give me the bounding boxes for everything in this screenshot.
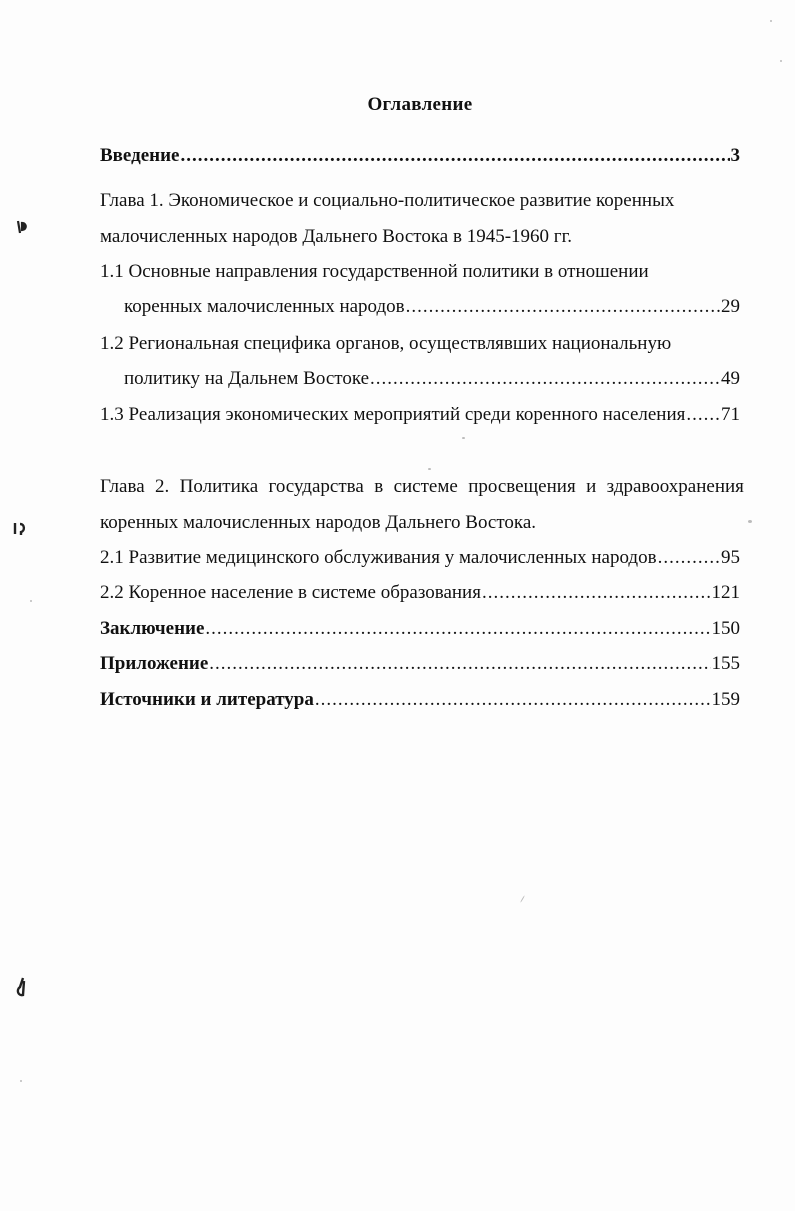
toc-page-number: 150 [711, 618, 740, 639]
binder-hole-mark [14, 218, 30, 240]
toc-entry-label: 2.1 Развитие медицинского обслуживания у малочисленных народов [100, 547, 657, 568]
toc-page-number: 95 [721, 547, 740, 568]
toc-page-number: 71 [721, 404, 740, 425]
leader-dots [181, 143, 730, 169]
scan-speck [780, 60, 782, 62]
chapter2-heading-line2: коренных малочисленных народов Дальнего Востока. [100, 512, 537, 533]
toc-entry-1-2 [124, 366, 740, 392]
word: Глава [100, 476, 145, 497]
toc-page-number: 121 [711, 582, 740, 603]
leader-dots [315, 687, 711, 713]
toc-entry-label: 1.3 Реализация экономических мероприятий среди коренного населения [100, 404, 686, 425]
toc-page-number: 29 [721, 296, 740, 317]
scan-speck [748, 520, 752, 523]
toc-entry-2-2 [100, 580, 740, 606]
toc-entry-label: коренных малочисленных народов [124, 296, 405, 317]
leader-dots [686, 402, 720, 428]
word: Политика [179, 476, 259, 497]
toc-entry-1-1-line1: 1.1 Основные направления государственной политики в отношении [100, 261, 649, 282]
toc-entry-conclusion [100, 616, 740, 642]
leader-dots [658, 545, 720, 571]
toc-entry-label: 2.2 Коренное население в системе образования [100, 582, 481, 603]
leader-dots [209, 651, 710, 677]
toc-entry-appendix [100, 651, 740, 677]
toc-page-number: 49 [721, 368, 740, 389]
toc-entry-label: Введение [100, 145, 180, 166]
toc-entry-label: Источники и литература [100, 689, 314, 710]
toc-page-number: 3 [730, 145, 740, 166]
word: государства [268, 476, 364, 497]
scan-speck [520, 895, 525, 902]
chapter2-heading-line1 [100, 474, 744, 500]
binder-hole-mark [12, 520, 30, 542]
toc-page-number: 155 [711, 653, 740, 674]
toc-entry-label: Заключение [100, 618, 205, 639]
chapter1-heading-line2: малочисленных народов Дальнего Востока в 1945-1960 гг. [100, 226, 572, 247]
scan-speck [770, 20, 772, 22]
scan-speck [462, 437, 465, 439]
leader-dots [406, 294, 720, 320]
scan-speck [20, 1080, 22, 1082]
chapter1-heading-line1: Глава 1. Экономическое и социально-политическое развитие коренных [100, 190, 675, 211]
toc-entry-label: политику на Дальнем Востоке [124, 368, 370, 389]
toc-entry-label: Приложение [100, 653, 209, 674]
toc-entry-2-1 [100, 545, 740, 571]
toc-entry-sources [100, 687, 740, 713]
word: 2. [155, 476, 170, 497]
toc-entry-introduction [100, 143, 740, 169]
leader-dots [482, 580, 711, 606]
word: системе [393, 476, 458, 497]
toc-entry-1-1 [124, 294, 740, 320]
leader-dots [370, 366, 720, 392]
word: в [374, 476, 384, 497]
word: и [586, 476, 597, 497]
leader-dots [205, 616, 710, 642]
scan-speck [428, 468, 431, 470]
toc-title: Оглавление [367, 94, 473, 115]
toc-page-number: 159 [711, 689, 740, 710]
toc-entry-1-3 [100, 402, 740, 428]
word: здравоохранения [606, 476, 744, 497]
scan-speck [30, 600, 32, 602]
toc-entry-1-2-line1: 1.2 Региональная специфика органов, осуществлявших национальную [100, 333, 672, 354]
word: просвещения [468, 476, 576, 497]
binder-hole-mark [14, 975, 30, 1003]
